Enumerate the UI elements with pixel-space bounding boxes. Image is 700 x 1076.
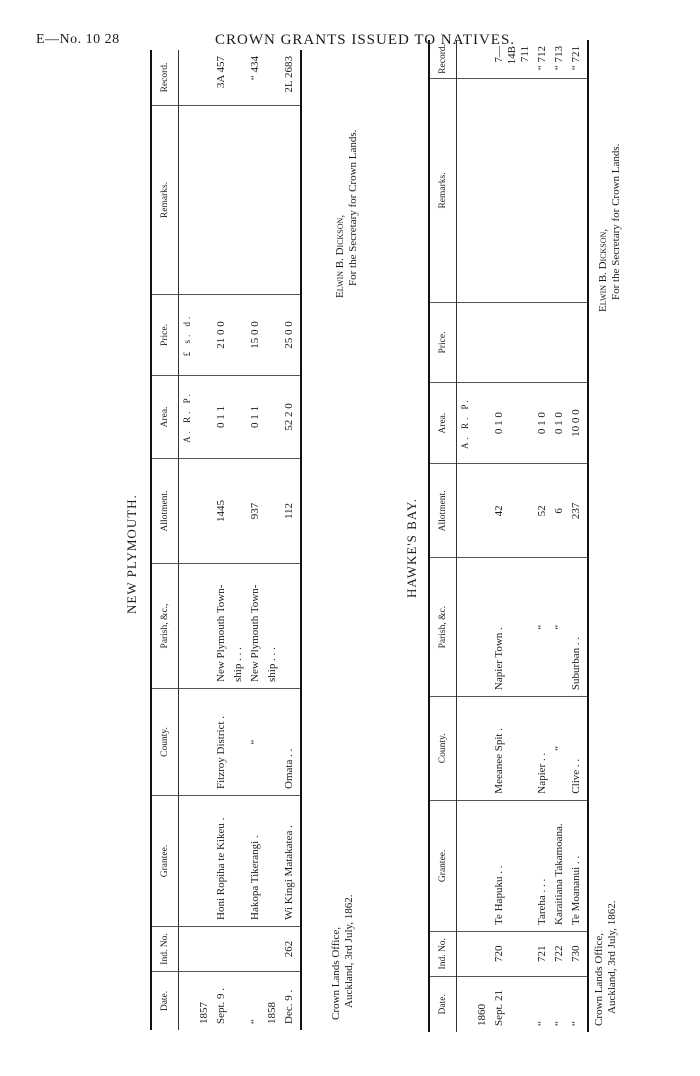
cell-county: Clive . . [568, 697, 588, 801]
cell-ind-no [196, 927, 213, 972]
cell-ind-no [474, 931, 491, 976]
table-row [551, 40, 568, 1032]
cell-parish [474, 558, 491, 697]
col-price: Price. [151, 295, 179, 376]
cell-allotment [264, 459, 281, 564]
cell-date: 1858 [266, 1002, 278, 1024]
cell-allotment [196, 459, 213, 564]
col-grantee: Grantee. [429, 800, 457, 931]
cell-allotment: 112 [281, 459, 301, 564]
cell-date: “ [249, 1019, 261, 1024]
cell-ind-no: 721 [534, 931, 551, 976]
office-date: Auckland, 3rd July, 1862. [343, 894, 355, 1008]
cell-price: 21 0 0 [213, 295, 230, 376]
cell-area: 52 2 0 [281, 376, 301, 459]
cell-date: 1860 [476, 1004, 488, 1026]
table-row [196, 50, 213, 1030]
section-title-hawkes-bay: HAWKE'S BAY. [404, 498, 419, 598]
cell-area [230, 376, 247, 459]
office-name: Crown Lands Office, [593, 933, 605, 1026]
cell-county: Fitzroy District . [213, 689, 230, 796]
col-remarks: Remarks. [151, 106, 179, 295]
col-ind-no: Ind. No. [151, 927, 179, 972]
cell-date: Sept. 21 [493, 989, 505, 1026]
cell-price: 15 0 0 [247, 295, 264, 376]
col-record: Record. [429, 40, 457, 78]
cell-remarks [264, 106, 281, 295]
cell-area: 0 1 0 [491, 382, 534, 464]
cell-allotment: 237 [568, 464, 588, 558]
signature-new-plymouth [334, 130, 360, 298]
cell-remarks [281, 106, 301, 295]
cell-grantee [474, 800, 491, 931]
cell-price [196, 295, 213, 376]
table-row [534, 40, 551, 1032]
table-new-plymouth [150, 50, 318, 1030]
cell-parish: New Plymouth Town- [247, 564, 264, 689]
cell-ind-no: 720 [491, 931, 534, 976]
col-remarks: Remarks. [429, 78, 457, 302]
cell-date: “ [553, 1021, 565, 1026]
cell-record [230, 50, 247, 106]
cell-parish [196, 564, 213, 689]
cell-price [491, 303, 534, 383]
cell-grantee: Te Hapuku . . [491, 800, 534, 931]
col-parish: Parish, &c., [151, 564, 179, 689]
col-date: Date. [429, 976, 457, 1032]
cell-parish: “ [534, 558, 551, 697]
cell-parish: “ [551, 558, 568, 697]
cell-grantee: Te Moananui . . [568, 800, 588, 931]
col-area: Area. [151, 376, 179, 459]
cell-date [230, 972, 247, 1031]
col-allotment: Allotment. [151, 459, 179, 564]
signature-hawkes-bay [597, 144, 623, 312]
col-record: Record. [151, 50, 179, 106]
table-row [568, 40, 588, 1032]
table-row [264, 50, 281, 1030]
cell-grantee: Hakopa Tikerangi . [247, 796, 264, 927]
units-row [457, 40, 475, 1032]
cell-grantee: Honi Ropiha te Kikeu . [213, 796, 230, 927]
cell-county [230, 689, 247, 796]
cell-price [551, 303, 568, 383]
cell-county: Napier . . [534, 697, 551, 801]
cell-ind-no: 262 [281, 927, 301, 972]
cell-ind-no: 722 [551, 931, 568, 976]
cell-allotment: 6 [551, 464, 568, 558]
cell-ind-no [230, 927, 247, 972]
cell-record [474, 40, 491, 78]
cell-parish: Napier Town . [491, 558, 534, 697]
cell-area: 0 1 1 [213, 376, 230, 459]
cell-county: “ [551, 697, 568, 801]
cell-parish: Suburban . . [568, 558, 588, 697]
cell-record: “ 434 [247, 50, 264, 106]
office-note-hawkes-bay [593, 900, 619, 1026]
col-price: Price. [429, 303, 457, 383]
office-date: Auckland, 3rd July, 1862. [606, 900, 618, 1014]
cell-county [474, 697, 491, 801]
cell-county [196, 689, 213, 796]
cell-parish: New Plymouth Town- [213, 564, 230, 689]
signatory-role: For the Secretary for Crown Lands. [347, 129, 359, 286]
cell-remarks [551, 78, 568, 302]
col-county: County. [429, 697, 457, 801]
table-row [247, 50, 264, 1030]
cell-county: Omata . . [281, 689, 301, 796]
cell-remarks [568, 78, 588, 302]
table-header-row [429, 40, 457, 1032]
cell-allotment: 52 [534, 464, 551, 558]
signatory-name: Elwin B. Dickson, [597, 228, 609, 312]
cell-parish: ship . . . [230, 564, 247, 689]
cell-grantee: Wi Kingi Matakatea . [281, 796, 301, 927]
cell-remarks [230, 106, 247, 295]
cell-record: 2L 2683 [281, 50, 301, 106]
cell-parish [281, 564, 301, 689]
section-title-new-plymouth: NEW PLYMOUTH. [124, 494, 139, 614]
cell-area: 0 1 0 [551, 382, 568, 464]
cell-area: 10 0 0 [568, 382, 588, 464]
cell-ind-no: 730 [568, 931, 588, 976]
cell-price [568, 303, 588, 383]
cell-grantee [230, 796, 247, 927]
cell-date: 1857 [198, 1002, 210, 1024]
cell-date: “ [568, 976, 588, 1032]
cell-remarks [491, 78, 534, 302]
cell-allotment: 937 [247, 459, 264, 564]
cell-record [264, 50, 281, 106]
col-county: County. [151, 689, 179, 796]
cell-area [264, 376, 281, 459]
table-row [230, 50, 247, 1030]
cell-record: “ 721 [568, 40, 588, 78]
cell-county: Meeanee Spit . [491, 697, 534, 801]
cell-remarks [247, 106, 264, 295]
cell-ind-no [247, 927, 264, 972]
cell-parish: ship . . . [264, 564, 281, 689]
col-grantee: Grantee. [151, 796, 179, 927]
price-units: £ s. d. [179, 295, 197, 376]
cell-remarks [474, 78, 491, 302]
col-ind-no: Ind. No. [429, 931, 457, 976]
units-row [179, 50, 197, 1030]
area-units: A. R. P. [179, 376, 197, 459]
cell-date: Sept. 9 . [215, 987, 227, 1024]
cell-area: 0 1 0 [534, 382, 551, 464]
col-allotment: Allotment. [429, 464, 457, 558]
cell-ind-no [213, 927, 230, 972]
table-row [474, 40, 491, 1032]
cell-price [264, 295, 281, 376]
table-row [491, 40, 534, 1032]
cell-record: “ 712 [534, 40, 551, 78]
cell-allotment [474, 464, 491, 558]
cell-area [474, 382, 491, 464]
signatory-role: For the Secretary for Crown Lands. [610, 143, 622, 300]
cell-record: 3A 457 [213, 50, 230, 106]
cell-grantee [264, 796, 281, 927]
cell-price [230, 295, 247, 376]
cell-area: 0 1 1 [247, 376, 264, 459]
cell-remarks [534, 78, 551, 302]
cell-allotment: 42 [491, 464, 534, 558]
cell-record: “ 713 [551, 40, 568, 78]
cell-date: Dec. 9 . [281, 972, 301, 1031]
cell-price [474, 303, 491, 383]
cell-record [196, 50, 213, 106]
cell-county: “ [247, 689, 264, 796]
page-title: CROWN GRANTS ISSUED TO NATIVES. [215, 32, 516, 48]
col-area: Area. [429, 382, 457, 464]
cell-area [196, 376, 213, 459]
cell-allotment: 1445 [213, 459, 230, 564]
table-header-row [151, 50, 179, 1030]
col-date: Date. [151, 972, 179, 1031]
col-parish: Parish, &c. [429, 558, 457, 697]
cell-date: “ [536, 1021, 548, 1026]
cell-record: 7—14B 711 [491, 40, 534, 78]
office-name: Crown Lands Office, [330, 927, 342, 1020]
table-row [281, 50, 301, 1030]
signatory-name: Elwin B. Dickson, [334, 214, 346, 298]
cell-remarks [196, 106, 213, 295]
cell-county [264, 689, 281, 796]
table-hawkes-bay [428, 40, 598, 1032]
office-note-new-plymouth [330, 894, 356, 1020]
cell-grantee [196, 796, 213, 927]
cell-price: 25 0 0 [281, 295, 301, 376]
cell-ind-no [264, 927, 281, 972]
cell-price [534, 303, 551, 383]
cell-grantee: Karaitiana Takamoana. [551, 800, 568, 931]
area-units: A. R. P. [457, 382, 475, 464]
cell-remarks [213, 106, 230, 295]
page-reference: E—No. 10 28 [36, 32, 120, 47]
cell-allotment [230, 459, 247, 564]
table-row [213, 50, 230, 1030]
cell-grantee: Tareha . . . [534, 800, 551, 931]
